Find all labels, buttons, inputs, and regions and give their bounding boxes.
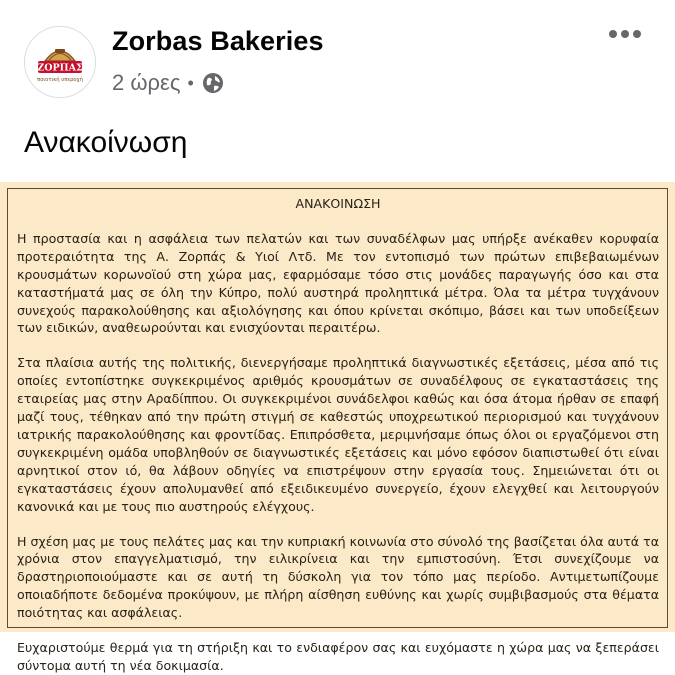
- announcement-image[interactable]: [0, 182, 675, 673]
- post-timestamp[interactable]: 2 ώρες: [112, 70, 181, 95]
- more-options-icon[interactable]: [609, 30, 641, 38]
- page-name-link[interactable]: Zorbas Bakeries: [112, 26, 324, 56]
- post-meta: [112, 70, 224, 96]
- post-text: Ανακοίνωση: [24, 126, 188, 159]
- page-avatar[interactable]: [24, 26, 96, 98]
- globe-icon[interactable]: [202, 72, 224, 94]
- svg-text:ποιοτική υπεροχή: ποιοτική υπεροχή: [37, 77, 83, 83]
- announcement-title: ΑΝΑΚΟΙΝΩΣΗ: [295, 196, 381, 211]
- zorbas-logo-icon: [25, 27, 95, 97]
- announcement-paragraph: Η σχέση μας με τους πελάτες μας και την κυπριακή κοινωνία στο σύνολό της βασίζεται όλα αυτά τα χρόνια στον επαγγελματισμό, την ειλικρίνεια και την εμπιστοσύνη. Έτσι συνεχίζουμε να δραστηριοποιούμαστε και σε αυτή τη δύσκολη για τον τόπο μας περίοδο. Αντιμετωπίζουμε οποιαδήποτε δεδομένα προκύψουν, με πλήρη αίσθηση ευθύνης και χωρίς συμβιβασμούς στα θέματα ποιότητας και ασφάλειας.: [17, 533, 659, 621]
- announcement-paragraph: Ευχαριστούμε θερμά για τη στήριξη και το ενδιαφέρον σας και ευχόμαστε η χώρα μας να ξεπεράσει σύντομα αυτή τη νέα δοκιμασία.: [17, 640, 659, 673]
- announcement-frame: [7, 188, 668, 673]
- announcement-paragraph: Η προστασία και η ασφάλεια των πελατών και των συναδέλφων μας υπήρξε ανέκαθεν κορυφαία προτεραιότητα της Α. Ζορπάς & Υιοί Λτδ. Με τον εντοπισμό των πρώτων επιβεβαιωμένων κρουσμάτων κορωνοϊού στη χώρα μας, εφαρμόσαμε τόσο στις μονάδες παραγωγής όσο και στα καταστήματά μας σε όλη την Κύπρο, πολύ αυστηρά προληπτικά μέτρα. Όλα τα μέτρα τυγχάνουν συνεχούς παρακολούθησης και αξιολόγησης και όπου κρίνεται σκόπιμο, βάσει και των υποδείξεων των ειδικών, αναθεωρούνται και ενισχύονται περαιτέρω.: [17, 230, 659, 336]
- meta-separator: •: [187, 72, 194, 93]
- svg-text:ΖΟΡΠΑΣ: ΖΟΡΠΑΣ: [37, 62, 83, 74]
- announcement-paragraph: Στα πλαίσια αυτής της πολιτικής, διενεργήσαμε προληπτικά διαγνωστικές εξετάσεις, μέσα από τις οποίες εντοπίστηκε συγκεκριμένος αριθμός κρουσμάτων σε συναδέλφους σε εγκαταστάσεις της εταιρείας μας στην Αραδίππου. Οι συγκεκριμένοι συνάδελφοι καθώς και όσα άτομα ήρθαν σε επαφή μαζί τους, τέθηκαν από την πρώτη στιγμή σε καθεστώς υποχρεωτικού περιορισμού και τυγχάνουν ιατρικής παρακολούθησης και φροντίδας. Επιπρόσθετα, μεριμνήσαμε όπως όλοι οι εργαζόμενοι στη συγκεκριμένη ομάδα υποβληθούν σε διαγνωστικές εξετάσεις και μόνο εφόσον διαπιστωθεί ότι είναι αρνητικοί στον ιό, θα λάβουν οδηγίες να επιστρέψουν στην εργασία τους. Σημειώνεται ότι οι εγκαταστάσεις έχουν απολυμανθεί από εξειδικευμένο συνεργείο, έχουν ελεγχθεί και λειτουργούν κανονικά και με τους πιο αυστηρούς ελέγχους.: [17, 355, 659, 514]
